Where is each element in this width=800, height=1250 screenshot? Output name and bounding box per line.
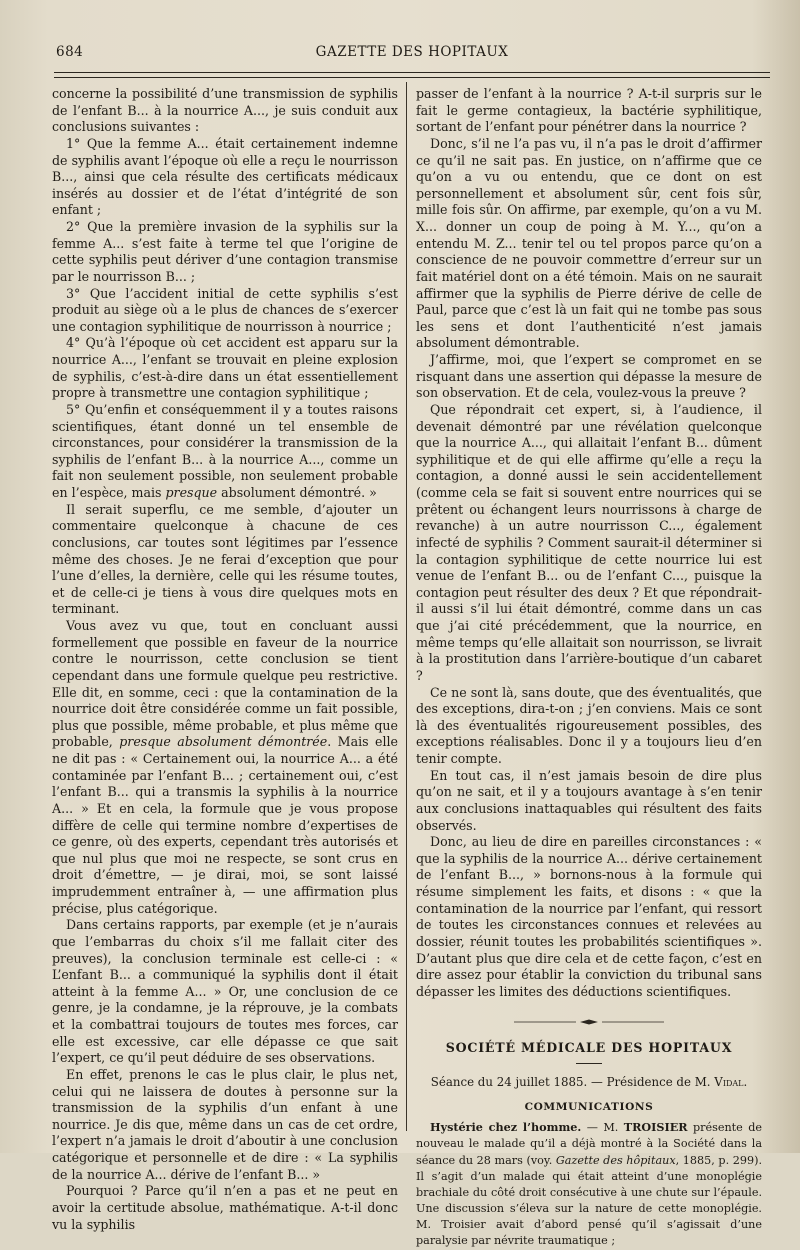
paragraph: Donc, au lieu de dire en pareilles circonstances : « que la syphilis de la nourrice A... dérive certainement de l’enfant B..., » bornons-nous à la formule qui résume simplement les faits, et disons : « que la contamination de la nourrice par l’enfant, qui ressort de toutes les circonstances connues et relevées au dossier, réunit toutes les probabilités scientifiques ». D’autant plus que dire cela et de cette façon, c’est en dire assez pour établir la conviction du tribunal sans dépasser les limites des déductions scientifiques. bbox=[416, 834, 762, 999]
paragraph: En effet, prenons le cas le plus clair, le plus net, celui qui ne laissera de doutes à personne sur la transmission de la syphilis d’un enfant à une nourrice. Je dis que, même dans un cas de cet ordre, l’expert n’a jamais le droit d’aboutir à une conclusion catégorique et personnelle et de dire : « La syphilis de la nourrice A... dérive de l’enfant B... » bbox=[52, 1066, 398, 1182]
journal-title: GAZETTE DES HOPITAUX bbox=[315, 44, 509, 60]
column-divider bbox=[406, 82, 407, 1131]
left-column bbox=[52, 86, 398, 1233]
text-run: . Mais elle ne dit pas : « Certainement oui, la nourrice A... a été contaminée par l’enfant B... ; certainement oui, c’est l’enfant B... qui a transmis la syphilis à la nourrice A... » Et en cela, la formule que je vous propose diffère de celle qui termine nombre d’expertises de ce genre, où des experts, cependant très autorisés et que nul plus que moi ne respecte, se sont crus en droit d’émettre, — je dirai, moi, se sont laissé imprudemment entraîner à, — une affirmation plus précise, plus catégorique. bbox=[52, 734, 398, 916]
paragraph bbox=[52, 402, 398, 502]
paragraph: Dans certains rapports, par exemple (et je n’aurais que l’embarras du choix s’il me fallait citer des preuves), la conclusion terminale est celle-ci : « L’enfant B... a communiqué la syphilis dont il était atteint à la femme A... » Or, une conclusion de ce genre, je la condamne, je la réprouve, je la combats et la combattrai toujours de toutes mes forces, car elle est excessive, car elle dépasse ce que sait l’expert, ce qu’il peut déduire de ses observations. bbox=[52, 917, 398, 1066]
text-run: Vous avez vu que, tout en concluant aussi formellement que possible en faveur de la nourrice contre le nourrisson, cette conclusion se tient cependant dans une formule quelque peu restrictive. Elle dit, en somme, ceci : que la contamination de la nourrice doit être considérée comme un fait possible, plus que possible, même probable, et plus même que probable, bbox=[52, 618, 398, 750]
paragraph bbox=[416, 1119, 762, 1249]
italic-text: Gazette des hôpitaux bbox=[555, 1153, 676, 1167]
title-rule bbox=[576, 1063, 602, 1064]
text-run: présente de nouveau le malade qu’il a déjà montré à la Société dans la séance du 28 mars (voy. bbox=[416, 1121, 762, 1167]
paragraph: Pourquoi ? Parce qu’il n’en a pas et ne peut en avoir la certitude absolue, mathématique. A-t-il donc vu la syphilis bbox=[52, 1183, 398, 1232]
communication-item bbox=[416, 1119, 762, 1249]
paragraph: Il serait superflu, ce me semble, d’ajouter un commentaire quelconque à chacune de ces conclusions, car toutes sont légitimes par l’essence même des choses. Je ne ferai d’exception que pour l’une d’elles, la dernière, celle qui les résume toutes, et de celle-ci je tiens à vous dire quelques mots en terminant. bbox=[52, 501, 398, 617]
text-run: Séance du 24 juillet 1885. — Présidence de M. bbox=[430, 1075, 715, 1089]
text-run: 5° Qu’enfin et conséquemment il y a toutes raisons scientifiques, étant donné un tel ensemble de circonstances, pour considérer la transmission de la syphilis de l’enfant B... à la nourrice A..., comme un fait non seulement possible, non seulement probable en l’espèce, mais bbox=[52, 401, 398, 500]
italic-text: presque absolument démontrée bbox=[119, 734, 328, 750]
president-name: Vidal bbox=[714, 1075, 744, 1089]
paragraph: 4° Qu’à l’époque où cet accident est apparu sur la nourrice A..., l’enfant se trouvait en pleine explosion de syphilis, c’est-à-dire dans un état essentiellement propre à transmettre une contagion syphilitique ; bbox=[52, 335, 398, 401]
paragraph bbox=[52, 618, 398, 917]
page-header bbox=[56, 44, 768, 66]
communications-heading: COMMUNICATIONS bbox=[524, 1100, 654, 1113]
right-column bbox=[416, 86, 762, 1250]
ornamental-separator bbox=[514, 1018, 664, 1026]
paragraph: Donc, s’il ne l’a pas vu, il n’a pas le droit d’affirmer ce qu’il ne sait pas. En justice, on n’affirme que ce qu’on a vu ou entendu, que ce dont on est personnellement et absolument sûr, cent fois sûr, mille fois sûr. On affirme, par exemple, qu’on a vu M. X... donner un coup de poing à M. Y..., qu’on a entendu M. Z... tenir tel ou tel propos parce qu’on a conscience de ne pouvoir commettre d’erreur sur un fait matériel dont on a été témoin. Mais on ne saurait affirmer que la syphilis de Pierre dérive de celle de Paul, parce que c’est là un fait qui ne tombe pas sous les sens et dont l’authenticité n’est jamais absolument démontrable. bbox=[416, 135, 762, 351]
paragraph: Que répondrait cet expert, si, à l’audience, il devenait démontré par une révélation quelconque que la nourrice A..., qui allaitait l’enfant B... dûment syphilitique et de qui elle affirme qu’elle a reçu la contagion, a donné aussi le sein accidentellement (comme cela se fait si souvent entre nourrices qui se prêtent ou échangent leurs nourrissons à charge de revanche) à un autre nourrisson C..., également infecté de syphilis ? Comment saurait-il déterminer si la contagion syphilitique de cette nourrice lui est venue de l’enfant B... ou de l’enfant C..., puisque la contagion peut résulter des deux ? Et que répondrait-il aussi s’il lui était démontré, comme dans un cas que j’ai cité précédemment, que la nourrice, en même temps qu’elle allaitait son nourrisson, se livrait à la prostitution dans l’arrière-boutique d’un cabaret ? bbox=[416, 401, 762, 683]
section-title: SOCIÉTÉ MÉDICALE DES HOPITAUX bbox=[445, 1040, 733, 1056]
text-run: absolument démontré. » bbox=[217, 485, 377, 500]
paragraph: J’affirme, moi, que l’expert se compromet en se risquant dans une assertion qui dépasse la mesure de son observation. Et de cela, voulez-vous la preuve ? bbox=[416, 352, 762, 401]
session-line bbox=[416, 1074, 762, 1091]
paragraph: 2° Que la première invasion de la syphilis sur la femme A... s’est faite à terme tel que l’origine de cette syphilis peut dériver d’une contagion transmise par le nourrisson B... ; bbox=[52, 219, 398, 284]
text-run: . bbox=[743, 1075, 748, 1089]
header-rule bbox=[54, 72, 770, 78]
italic-text: presque bbox=[165, 485, 218, 500]
paragraph: Ce ne sont là, sans doute, que des éventualités, que des exceptions, dira-t-on ; j’en conviens. Mais ce sont là des éventualités rigoureusement possibles, des exceptions réalisables. Donc il y a toujours lieu d’en tenir compte. bbox=[416, 684, 762, 766]
paragraph: En tout cas, il n’est jamais besoin de dire plus qu’on ne sait, et il y a toujours avantage à s’en tenir aux conclusions inattaquables qui résultent des faits observés. bbox=[416, 767, 762, 833]
paragraph: 1° Que la femme A... était certainement indemne de syphilis avant l’époque où elle a reçu le nourrisson B..., ainsi que cela résulte des certificats médicaux insérés au dossier et de l’état d’intégrité de son enfant ; bbox=[52, 135, 398, 218]
paragraph: passer de l’enfant à la nourrice ? A-t-il surpris sur le fait le germe contagieux, la bactérie syphilitique, sortant de l’enfant pour pénétrer dans la nourrice ? bbox=[416, 86, 762, 135]
text-run: — M. bbox=[581, 1121, 624, 1135]
text-run: , 1885, p. 299). Il s’agit d’un malade qui était atteint d’une monoplégie brachiale du côté droit consécutive à une chute sur l’épaule. Une discussion s’éleva sur la nature de cette monoplégie. M. Troisier avait d’abord pensé qu’il s’agissait d’une paralysie par névrite traumatique ; bbox=[416, 1153, 762, 1248]
page-number: 684 bbox=[56, 44, 84, 60]
item-author: TROISIER bbox=[623, 1120, 688, 1135]
item-title: Hystérie chez l’homme. bbox=[430, 1120, 582, 1135]
paragraph: 3° Que l’accident initial de cette syphilis s’est produit au siège où a le plus de chances de s’exercer une contagion syphilitique de nourrisson à nourrice ; bbox=[52, 285, 398, 334]
paragraph: concerne la possibilité d’une transmission de syphilis de l’enfant B... à la nourrice A..., je suis conduit aux conclusions suivantes : bbox=[52, 86, 398, 135]
